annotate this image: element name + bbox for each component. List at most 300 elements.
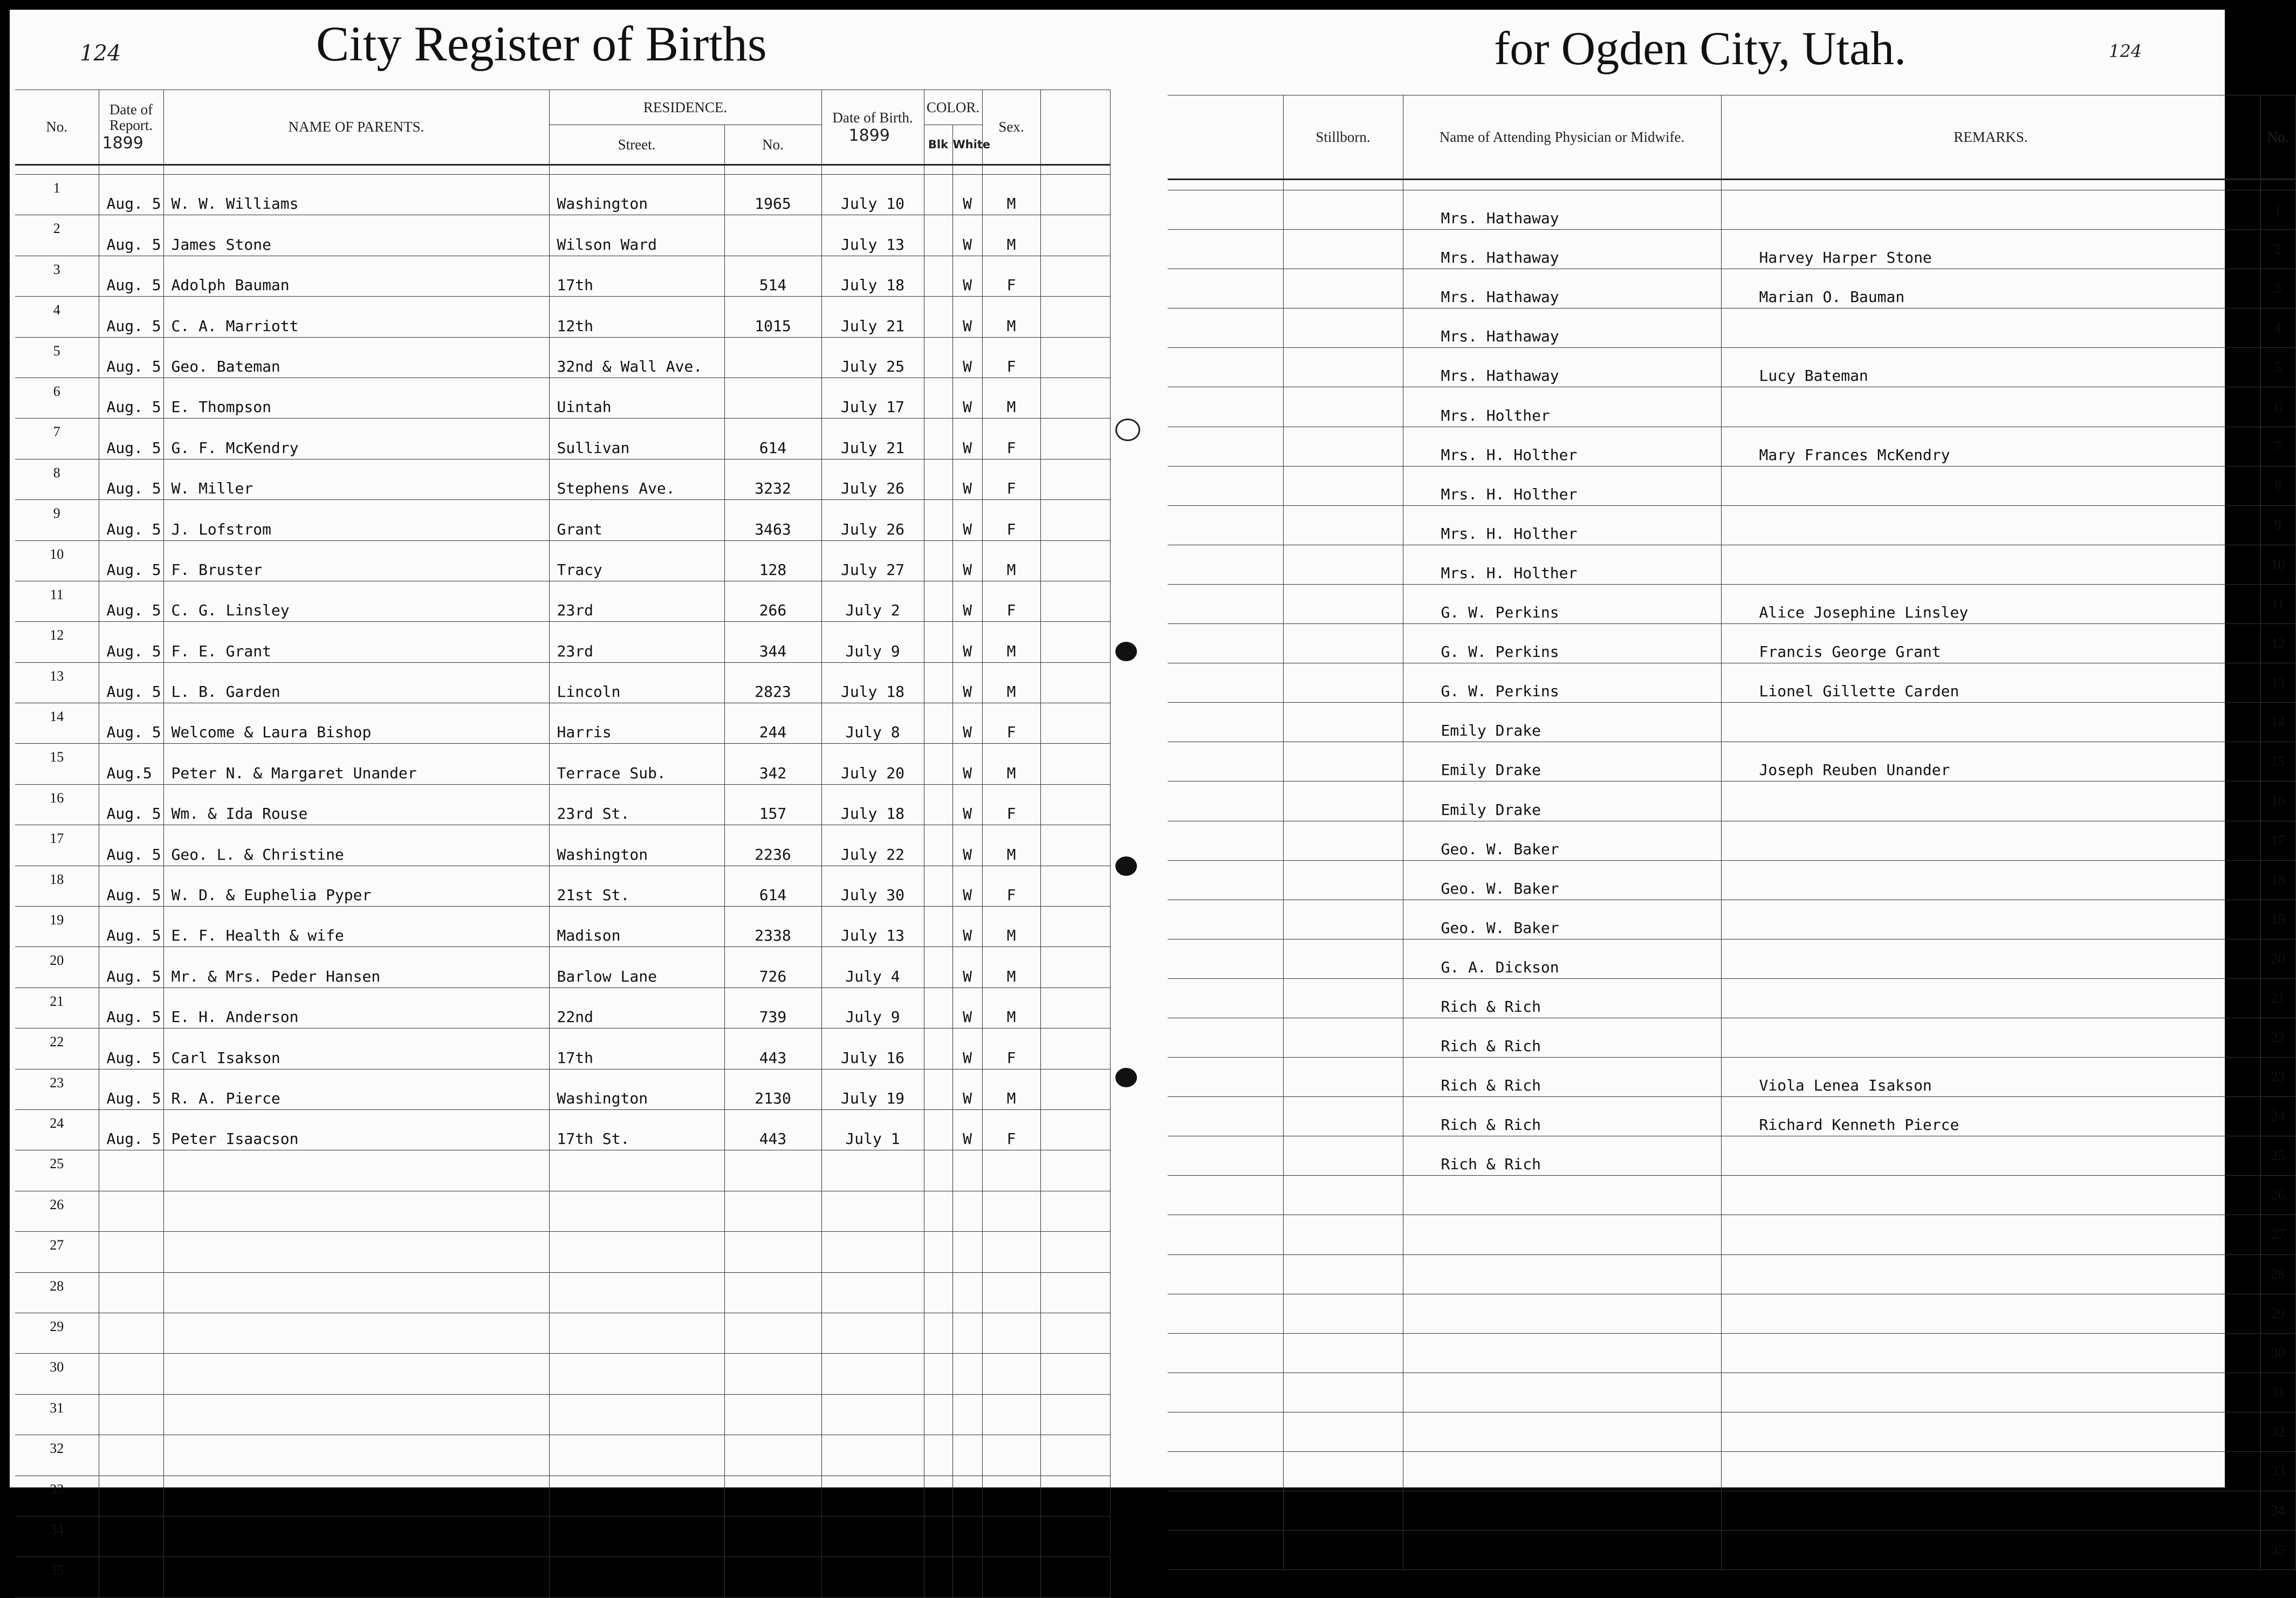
remarks (1721, 505, 2260, 545)
sex: M (982, 378, 1040, 418)
date-of-birth: July 30 (821, 866, 924, 906)
row-number: 22 (15, 1028, 99, 1069)
margin-cell (1168, 1097, 1283, 1136)
parents-name: Adolph Bauman (163, 256, 549, 296)
table-row (1168, 427, 2295, 466)
date-of-birth (821, 1516, 924, 1556)
table-row (1168, 900, 2295, 939)
header-name-of-parents: NAME OF PARENTS. (163, 90, 549, 165)
sex: F (982, 256, 1040, 296)
house-number (724, 1354, 821, 1394)
row-number: 21 (2260, 978, 2295, 1018)
remarks (1721, 1215, 2260, 1254)
births-register-right-body (1168, 180, 2295, 1570)
blank-cell (1040, 1272, 1110, 1313)
remarks (1721, 466, 2260, 505)
table-row (1168, 1058, 2295, 1097)
house-number: 2823 (724, 662, 821, 703)
parents-name: Geo. Bateman (163, 337, 549, 378)
color-white (952, 1354, 982, 1394)
physician-name: Mrs. Hathaway (1403, 269, 1721, 308)
row-number: 19 (15, 907, 99, 947)
row-number: 4 (2260, 308, 2295, 348)
house-number: 2130 (724, 1069, 821, 1109)
blank-cell (1040, 1557, 1110, 1597)
parents-name (163, 1516, 549, 1556)
color-white: W (952, 744, 982, 784)
physician-name: Rich & Rich (1403, 1058, 1721, 1097)
table-row (15, 256, 1110, 296)
right-page (1168, 10, 2289, 1558)
stillborn (1283, 1136, 1403, 1176)
table-row (1168, 1176, 2295, 1215)
margin-cell (1168, 1412, 1283, 1451)
table-row (1168, 505, 2295, 545)
sex: F (982, 459, 1040, 499)
parents-name (163, 1354, 549, 1394)
stillborn (1283, 466, 1403, 505)
street: Grant (549, 500, 724, 540)
remarks (1721, 190, 2260, 230)
table-row (15, 622, 1110, 662)
row-number: 10 (15, 540, 99, 581)
physician-name (1403, 1491, 1721, 1531)
margin-cell (1168, 978, 1283, 1018)
table-row (1168, 663, 2295, 703)
remarks (1721, 545, 2260, 584)
row-number: 31 (15, 1394, 99, 1435)
date-of-birth: July 21 (821, 297, 924, 337)
table-row (1168, 348, 2295, 387)
sex (982, 1435, 1040, 1476)
date-of-report: Aug. 5 (99, 703, 163, 744)
date-of-birth: July 21 (821, 419, 924, 459)
parents-name: Peter Isaacson (163, 1109, 549, 1150)
stillborn (1283, 900, 1403, 939)
blank-cell (1040, 419, 1110, 459)
blank-cell (1040, 1394, 1110, 1435)
house-number (724, 215, 821, 256)
row-number: 33 (2260, 1452, 2295, 1491)
header-blk: Blk (924, 125, 952, 165)
sex: F (982, 581, 1040, 621)
date-of-report: Aug. 5 (99, 378, 163, 418)
parents-name: Geo. L. & Christine (163, 825, 549, 866)
date-of-birth: July 25 (821, 337, 924, 378)
color-blk (924, 1028, 952, 1069)
table-row (15, 297, 1110, 337)
date-of-birth: July 9 (821, 987, 924, 1028)
stillborn (1283, 1215, 1403, 1254)
margin-cell (1168, 781, 1283, 821)
street (549, 1232, 724, 1272)
births-register-table (15, 90, 1111, 1598)
binder-hole (1115, 1068, 1137, 1087)
house-number: 157 (724, 784, 821, 825)
street: Terrace Sub. (549, 744, 724, 784)
color-white: W (952, 825, 982, 866)
stillborn (1283, 1018, 1403, 1057)
margin-cell (1168, 742, 1283, 781)
street: Stephens Ave. (549, 459, 724, 499)
table-row (1168, 269, 2295, 308)
remarks (1721, 1176, 2260, 1215)
color-blk (924, 1557, 952, 1597)
street: 17th St. (549, 1109, 724, 1150)
margin-cell (1168, 1333, 1283, 1373)
blank-cell (1040, 1435, 1110, 1476)
street: Barlow Lane (549, 947, 724, 987)
date-of-birth (821, 1150, 924, 1191)
stillborn (1283, 821, 1403, 860)
remarks (1721, 1412, 2260, 1451)
row-number: 13 (15, 662, 99, 703)
house-number (724, 378, 821, 418)
color-white: W (952, 866, 982, 906)
row-number: 8 (15, 459, 99, 499)
physician-name: Mrs. Holther (1403, 387, 1721, 427)
row-number: 28 (15, 1272, 99, 1313)
parents-name: W. D. & Euphelia Pyper (163, 866, 549, 906)
table-row (15, 1232, 1110, 1272)
house-number: 614 (724, 866, 821, 906)
table-row (1168, 1491, 2295, 1531)
physician-name: Geo. W. Baker (1403, 821, 1721, 860)
sex (982, 1394, 1040, 1435)
sex: M (982, 540, 1040, 581)
physician-name (1403, 1373, 1721, 1412)
parents-name: F. E. Grant (163, 622, 549, 662)
color-blk (924, 703, 952, 744)
row-number: 9 (2260, 505, 2295, 545)
row-number: 23 (15, 1069, 99, 1109)
table-row (1168, 742, 2295, 781)
remarks (1721, 978, 2260, 1018)
physician-name: Geo. W. Baker (1403, 900, 1721, 939)
binder-hole (1115, 856, 1137, 876)
color-blk (924, 987, 952, 1028)
page-title-left: City Register of Births (316, 16, 767, 71)
sex (982, 1354, 1040, 1394)
table-row (15, 1435, 1110, 1476)
color-white: W (952, 1028, 982, 1069)
house-number: 443 (724, 1028, 821, 1069)
date-of-report: Aug. 5 (99, 419, 163, 459)
color-blk (924, 1191, 952, 1231)
row-number: 24 (15, 1109, 99, 1150)
street: 12th (549, 297, 724, 337)
date-of-birth (821, 1476, 924, 1516)
sex (982, 1232, 1040, 1272)
stillborn (1283, 663, 1403, 703)
margin-cell (1168, 821, 1283, 860)
blank-cell (1040, 540, 1110, 581)
date-of-report (99, 1150, 163, 1191)
margin-cell (1168, 584, 1283, 623)
remarks: Mary Frances McKendry (1721, 427, 2260, 466)
street: 17th (549, 256, 724, 296)
date-of-birth (821, 1435, 924, 1476)
table-row (15, 703, 1110, 744)
margin-cell (1168, 545, 1283, 584)
date-of-birth: July 1 (821, 1109, 924, 1150)
table-row (1168, 1136, 2295, 1176)
sex: F (982, 784, 1040, 825)
table-row (1168, 860, 2295, 900)
margin-cell (1168, 348, 1283, 387)
row-number: 16 (15, 784, 99, 825)
street (549, 1557, 724, 1597)
margin-cell (1168, 427, 1283, 466)
row-number: 19 (2260, 900, 2295, 939)
physician-name: Mrs. Hathaway (1403, 190, 1721, 230)
blank-cell (1040, 500, 1110, 540)
street (549, 1272, 724, 1313)
street (549, 1516, 724, 1556)
row-number: 29 (2260, 1294, 2295, 1333)
street: 17th (549, 1028, 724, 1069)
color-white (952, 1557, 982, 1597)
sex: M (982, 907, 1040, 947)
remarks (1721, 1531, 2260, 1570)
row-number: 5 (15, 337, 99, 378)
color-blk (924, 1150, 952, 1191)
margin-cell (1168, 703, 1283, 742)
remarks (1721, 1294, 2260, 1333)
table-row (1168, 466, 2295, 505)
header-no-right: No. (2260, 95, 2295, 180)
color-white: W (952, 703, 982, 744)
row-number: 15 (15, 744, 99, 784)
row-number: 15 (2260, 742, 2295, 781)
stillborn (1283, 1491, 1403, 1531)
row-number: 30 (2260, 1333, 2295, 1373)
blank-cell (1040, 987, 1110, 1028)
date-of-report: Aug. 5 (99, 500, 163, 540)
row-number: 21 (15, 987, 99, 1028)
date-of-report (99, 1516, 163, 1556)
physician-name: Rich & Rich (1403, 1097, 1721, 1136)
date-of-report: Aug. 5 (99, 215, 163, 256)
color-blk (924, 337, 952, 378)
table-row (1168, 1254, 2295, 1294)
date-of-birth (821, 1232, 924, 1272)
street: Lincoln (549, 662, 724, 703)
row-number: 24 (2260, 1097, 2295, 1136)
physician-name: Mrs. H. Holther (1403, 505, 1721, 545)
date-of-report: Aug. 5 (99, 175, 163, 215)
physician-name: Rich & Rich (1403, 1018, 1721, 1057)
color-blk (924, 866, 952, 906)
blank-cell (1040, 744, 1110, 784)
stillborn (1283, 1333, 1403, 1373)
sex: F (982, 337, 1040, 378)
color-white: W (952, 297, 982, 337)
date-of-report: Aug. 5 (99, 825, 163, 866)
margin-cell (1168, 1373, 1283, 1412)
street (549, 1394, 724, 1435)
sex (982, 1557, 1040, 1597)
table-row (1168, 1215, 2295, 1254)
remarks: Marian O. Bauman (1721, 269, 2260, 308)
table-row (1168, 308, 2295, 348)
sex: M (982, 662, 1040, 703)
color-blk (924, 378, 952, 418)
table-row (15, 825, 1110, 866)
physician-name: Emily Drake (1403, 781, 1721, 821)
remarks: Harvey Harper Stone (1721, 230, 2260, 269)
table-row (15, 1028, 1110, 1069)
color-blk (924, 662, 952, 703)
remarks: Viola Lenea Isakson (1721, 1058, 2260, 1097)
street: Madison (549, 907, 724, 947)
stillborn (1283, 1254, 1403, 1294)
blank-cell (1040, 947, 1110, 987)
street: 23rd St. (549, 784, 724, 825)
stillborn (1283, 269, 1403, 308)
color-blk (924, 622, 952, 662)
house-number: 1965 (724, 175, 821, 215)
sex (982, 1476, 1040, 1516)
births-register-body (15, 165, 1110, 1598)
color-blk (924, 744, 952, 784)
header-residence-no: No. (724, 125, 821, 165)
house-number (724, 1313, 821, 1353)
table-row (15, 1516, 1110, 1556)
date-of-report: Aug. 5 (99, 297, 163, 337)
row-number: 11 (15, 581, 99, 621)
house-number: 726 (724, 947, 821, 987)
row-number: 27 (2260, 1215, 2295, 1254)
stillborn (1283, 1176, 1403, 1215)
physician-name: G. A. Dickson (1403, 939, 1721, 978)
table-row (15, 581, 1110, 621)
header-blank (1040, 90, 1110, 165)
blank-cell (1040, 1476, 1110, 1516)
row-number: 22 (2260, 1018, 2295, 1057)
table-row (1168, 624, 2295, 663)
color-white: W (952, 1109, 982, 1150)
physician-name: Mrs. Hathaway (1403, 348, 1721, 387)
table-row (15, 1069, 1110, 1109)
blank-cell (1040, 1313, 1110, 1353)
date-of-birth (821, 1191, 924, 1231)
color-white: W (952, 459, 982, 499)
row-number: 6 (15, 378, 99, 418)
date-of-report: Aug.5 (99, 744, 163, 784)
margin-cell (1168, 1215, 1283, 1254)
table-row (1168, 190, 2295, 230)
street (549, 1150, 724, 1191)
parents-name: E. H. Anderson (163, 987, 549, 1028)
date-of-birth: July 2 (821, 581, 924, 621)
header-remarks: REMARKS. (1721, 95, 2260, 180)
margin-cell (1168, 466, 1283, 505)
table-row (15, 500, 1110, 540)
physician-name (1403, 1531, 1721, 1570)
date-of-birth: July 13 (821, 215, 924, 256)
street: 23rd (549, 581, 724, 621)
header-no: No. (15, 90, 99, 165)
margin-cell (1168, 624, 1283, 663)
blank-cell (1040, 907, 1110, 947)
blank-cell (1040, 1109, 1110, 1150)
date-of-birth: July 16 (821, 1028, 924, 1069)
header-birth-year: 1899 (848, 126, 890, 145)
stillborn (1283, 624, 1403, 663)
margin-cell (1168, 505, 1283, 545)
physician-name (1403, 1333, 1721, 1373)
sex (982, 1191, 1040, 1231)
stillborn (1283, 584, 1403, 623)
color-white (952, 1516, 982, 1556)
parents-name: Peter N. & Margaret Unander (163, 744, 549, 784)
color-blk (924, 825, 952, 866)
blank-cell (1040, 1516, 1110, 1556)
color-blk (924, 1435, 952, 1476)
table-row (15, 175, 1110, 215)
table-row (15, 662, 1110, 703)
house-number: 266 (724, 581, 821, 621)
date-of-birth: July 9 (821, 622, 924, 662)
remarks: Richard Kenneth Pierce (1721, 1097, 2260, 1136)
parents-name: C. A. Marriott (163, 297, 549, 337)
row-number: 34 (15, 1516, 99, 1556)
table-row (15, 459, 1110, 499)
house-number (724, 1272, 821, 1313)
table-row (15, 1150, 1110, 1191)
sex: M (982, 297, 1040, 337)
binder-hole (1115, 419, 1140, 441)
sex: F (982, 500, 1040, 540)
blank-cell (1040, 1191, 1110, 1231)
color-blk (924, 1232, 952, 1272)
row-number: 7 (15, 419, 99, 459)
header-date-of-report-label: Date of Report. (109, 101, 153, 133)
color-white (952, 1476, 982, 1516)
row-number: 26 (2260, 1176, 2295, 1215)
color-white: W (952, 987, 982, 1028)
date-of-report: Aug. 5 (99, 987, 163, 1028)
stillborn (1283, 1373, 1403, 1412)
stillborn (1283, 190, 1403, 230)
color-blk (924, 947, 952, 987)
table-row (1168, 1097, 2295, 1136)
color-blk (924, 256, 952, 296)
physician-name (1403, 1412, 1721, 1451)
color-blk (924, 784, 952, 825)
parents-name: L. B. Garden (163, 662, 549, 703)
header-date-of-birth (821, 90, 924, 165)
parents-name: R. A. Pierce (163, 1069, 549, 1109)
blank-cell (1040, 581, 1110, 621)
stillborn (1283, 860, 1403, 900)
row-number: 10 (2260, 545, 2295, 584)
color-blk (924, 1109, 952, 1150)
sex: M (982, 215, 1040, 256)
header-date-of-report (99, 90, 163, 165)
row-number: 26 (15, 1191, 99, 1231)
parents-name: F. Bruster (163, 540, 549, 581)
row-number: 12 (15, 622, 99, 662)
physician-name: Mrs. H. Holther (1403, 545, 1721, 584)
street (549, 1435, 724, 1476)
physician-name: G. W. Perkins (1403, 624, 1721, 663)
table-row (15, 744, 1110, 784)
margin-cell (1168, 939, 1283, 978)
physician-name: Geo. W. Baker (1403, 860, 1721, 900)
stillborn (1283, 939, 1403, 978)
